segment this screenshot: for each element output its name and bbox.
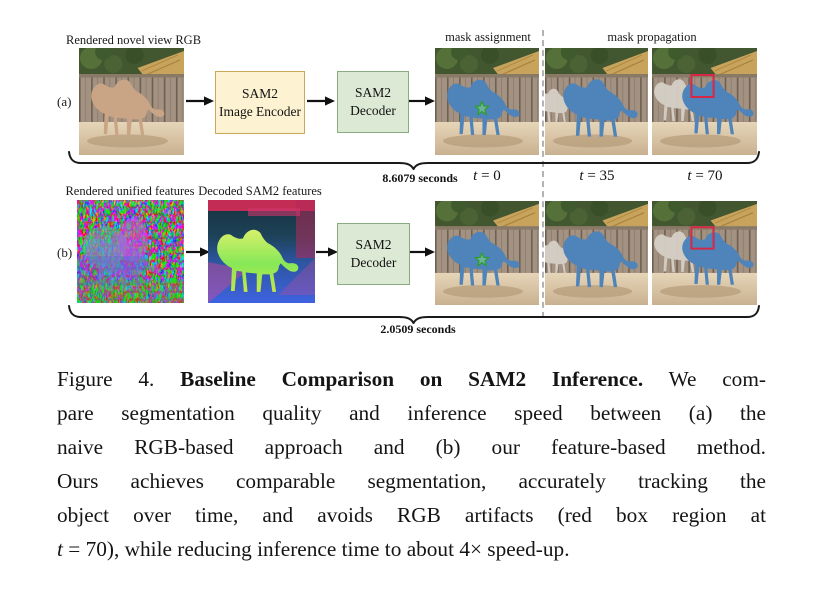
caption-line: [57, 532, 766, 566]
inference-time-b: 2.0509 seconds: [380, 322, 456, 336]
sam2-decoder-box-a: [337, 71, 409, 133]
t-value: = 0: [477, 168, 501, 184]
encoder-label-line1: SAM2: [241, 85, 278, 101]
t-var: t: [687, 168, 692, 184]
caption-text: naive RGB-based approach and (b) our feature-based method.: [57, 435, 766, 459]
mask-assignment-image-a: [435, 48, 539, 155]
time-step-label-t0: [447, 168, 527, 185]
t-value: = 70: [691, 168, 723, 184]
caption-text: We com-: [643, 367, 766, 391]
mask-propagation-t35-image-a: [545, 48, 648, 155]
mask-assignment-image-b: [435, 201, 539, 305]
caption-line: [57, 430, 766, 464]
caption-line: [57, 396, 766, 430]
arrow-right-icon: [186, 94, 214, 108]
arrow-right-icon: [186, 245, 210, 259]
mask-propagation-t35-image-b: [545, 201, 648, 305]
caption-text: = 70), while reducing inference time to about 4× speed-up.: [62, 537, 570, 561]
caption-prefix: Figure 4.: [57, 367, 181, 391]
decoder-a-label-line2: Decoder: [350, 103, 396, 118]
caption-line: [57, 498, 766, 532]
t-var: t: [473, 168, 478, 184]
arrow-right-icon: [307, 94, 335, 108]
caption-text: object over time, and avoids RGB artifacts (red box region at: [57, 503, 766, 527]
mask-propagation-t70-image-b: [652, 201, 757, 305]
caption-line: [57, 362, 766, 396]
underbrace-a: [68, 151, 760, 170]
row-a-tag: (a): [57, 94, 72, 109]
decoded-sam2-features-image: [208, 200, 315, 303]
arrow-right-icon: [409, 94, 435, 108]
rendered-unified-features-image: [77, 200, 184, 303]
arrow-right-icon: [316, 245, 338, 259]
t-var: t: [579, 168, 584, 184]
inference-time-a: 8.6079 seconds: [382, 171, 458, 185]
mask-propagation-header: mask propagation: [607, 30, 697, 44]
figure-caption: [57, 362, 766, 566]
caption-line: [57, 464, 766, 498]
time-step-label-t35: [557, 168, 637, 185]
decoder-a-label-line1: SAM2: [354, 85, 391, 101]
decoder-b-label-line2: Decoder: [350, 255, 397, 270]
sam2-image-encoder-box: [215, 71, 305, 134]
caption-text: Ours achieves comparable segmentation, accurately tracking the: [57, 469, 766, 493]
caption-math-var: t: [57, 537, 63, 561]
input-image-title-b: Rendered unified features: [65, 184, 195, 198]
assignment-propagation-divider: [542, 30, 544, 318]
time-step-label-t70: [665, 168, 745, 185]
caption-text: pare segmentation quality and inference speed between (a) the: [57, 401, 766, 425]
mask-propagation-t70-image-a: [652, 48, 757, 155]
caption-bold-title: Baseline Comparison on SAM2 Inference.: [180, 367, 644, 391]
decoder-b-label-line1: SAM2: [355, 237, 392, 253]
rendered-rgb-image: [79, 48, 184, 155]
mask-assignment-header: mask assignment: [445, 30, 531, 44]
decoded-image-title-b: Decoded SAM2 features: [198, 184, 322, 198]
arrow-right-icon: [410, 245, 435, 259]
t-value: = 35: [583, 168, 615, 184]
sam2-decoder-box-b: [337, 223, 410, 285]
input-image-title-a: Rendered novel view RGB: [66, 33, 202, 47]
encoder-label-line2: Image Encoder: [218, 103, 302, 119]
row-b-tag: (b): [57, 245, 73, 260]
